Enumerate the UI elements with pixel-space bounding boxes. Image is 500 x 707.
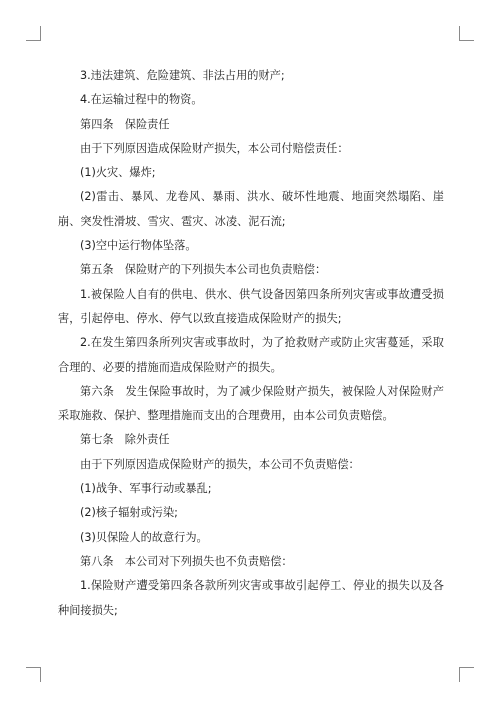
article-5-heading: 第五条 保险财产的下列损失本公司也负责赔偿：	[80, 263, 327, 277]
article-7-heading: 第七条 除外责任	[80, 433, 170, 447]
document-body	[58, 64, 444, 623]
paragraph-article-5-item-1: 1.被保险人自有的供电、供水、供气设备因第四条所列灾害或事故遭受损害，引起停电、停水、停气以致直接造成保险财产的损失;	[58, 287, 444, 325]
corner-mark-top-left	[26, 26, 41, 41]
corner-mark-bottom-right	[459, 667, 474, 682]
paragraph-article-8-item-1: 1.保险财产遭受第四条各款所列灾害或事故引起停工、停业的损失以及各种间接损失;	[58, 579, 444, 617]
article-8-heading: 第八条 本公司对下列损失也不负责赔偿：	[80, 554, 293, 568]
paragraph-exclusion-2: (2)核子辐射或污染;	[80, 506, 178, 520]
paragraph-cause-2: (2)雷击、暴风、龙卷风、暴雨、洪水、破坏性地震、地面突然塌陷、崖崩、突发性滑坡、雪灾、雹灾、冰凌、泥石流;	[58, 190, 444, 228]
paragraph-exclusion-intro: 由于下列原因造成保险财产的损失，本公司不负责赔偿：	[80, 457, 360, 471]
paragraph-article-5-item-2: 2.在发生第四条所列灾害或事故时，为了抢救财产或防止灾害蔓延，采取合理的、必要的措施而造成保险财产的损失。	[58, 336, 444, 374]
corner-mark-top-right	[459, 26, 474, 41]
paragraph-article-6: 第六条 发生保险事故时，为了减少保险财产损失，被保险人对保险财产采取施救、保护、整理措施而支出的合理费用，由本公司负责赔偿。	[58, 384, 444, 423]
paragraph-exclusion-3: (3)贝保险人的故意行为。	[80, 530, 208, 544]
article-4-heading: 第四条 保险责任	[80, 117, 170, 131]
paragraph-exclusion-1: (1)战争、军事行动或暴乱;	[80, 482, 212, 496]
paragraph-cause-1: (1)火灾、爆炸;	[80, 166, 156, 180]
paragraph-item-3: 3.违法建筑、危险建筑、非法占用的财产;	[80, 69, 285, 82]
paragraph-item-4: 4.在运输过程中的物资。	[80, 93, 203, 107]
paragraph-liability-intro: 由于下列原因造成保险财产损失，本公司付赔偿责任：	[80, 141, 349, 155]
paragraph-cause-3: (3)空中运行物体坠落。	[80, 239, 197, 253]
corner-mark-bottom-left	[26, 667, 41, 682]
